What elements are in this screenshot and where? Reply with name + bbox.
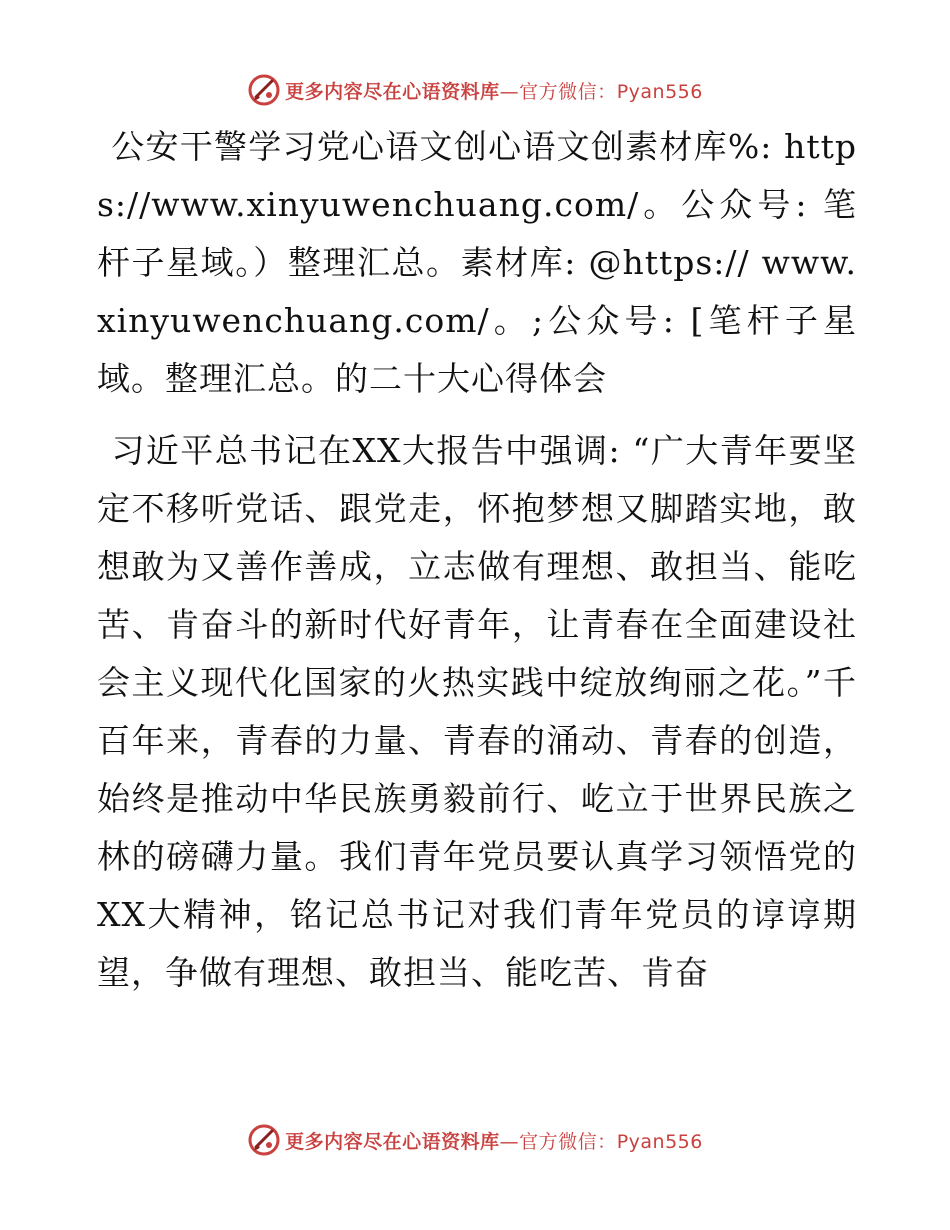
banner-wechat-id: Pyan556 bbox=[616, 80, 703, 103]
banner-wechat-label: 官方微信： bbox=[519, 80, 617, 103]
banner-main-text: 更多内容尽在心语资料库 bbox=[285, 80, 500, 103]
brush-logo-icon bbox=[247, 73, 281, 107]
brush-logo-icon bbox=[247, 1123, 281, 1157]
paragraph-1-text: 公安干警学习党心语文创心语文创素材库%: https://www.xinyuwenchuang.com/。公众号: 笔杆子星域。）整理汇总。素材库: @https:// www.xinyuwenchuang.com/。;公众号: [笔杆子星域。整理汇总。的二十大心得体会 bbox=[97, 127, 857, 398]
banner-wechat-id: Pyan556 bbox=[616, 1130, 703, 1153]
header-watermark-banner bbox=[0, 70, 950, 110]
paragraph-1 bbox=[97, 118, 857, 408]
banner-main-text: 更多内容尽在心语资料库 bbox=[285, 1130, 500, 1153]
paragraph-2 bbox=[97, 422, 857, 1002]
banner-dash: — bbox=[499, 1130, 520, 1153]
document-body bbox=[97, 118, 857, 1002]
banner-dash: — bbox=[499, 80, 520, 103]
paragraph-2-text: 习近平总书记在XX大报告中强调: “广大青年要坚定不移听党话、跟党走，怀抱梦想又脚踏实地，敢想敢为又善作善成，立志做有理想、敢担当、能吃苦、肯奋斗的新时代好青年，让青春在全面建设社会主义现代化国家的火热实践中绽放绚丽之花。”千百年来，青春的力量、青春的涌动、青春的创造，始终是推动中华民族勇毅前行、屹立于世界民族之林的磅礴力量。我们青年党员要认真学习领悟党的XX大精神，铭记总书记对我们青年党员的谆谆期望，争做有理想、敢担当、能吃苦、肯奋 bbox=[97, 431, 857, 992]
footer-watermark-banner bbox=[0, 1120, 950, 1160]
banner-text bbox=[285, 1127, 703, 1154]
banner-wechat-label: 官方微信： bbox=[519, 1130, 617, 1153]
banner-text bbox=[285, 77, 703, 104]
